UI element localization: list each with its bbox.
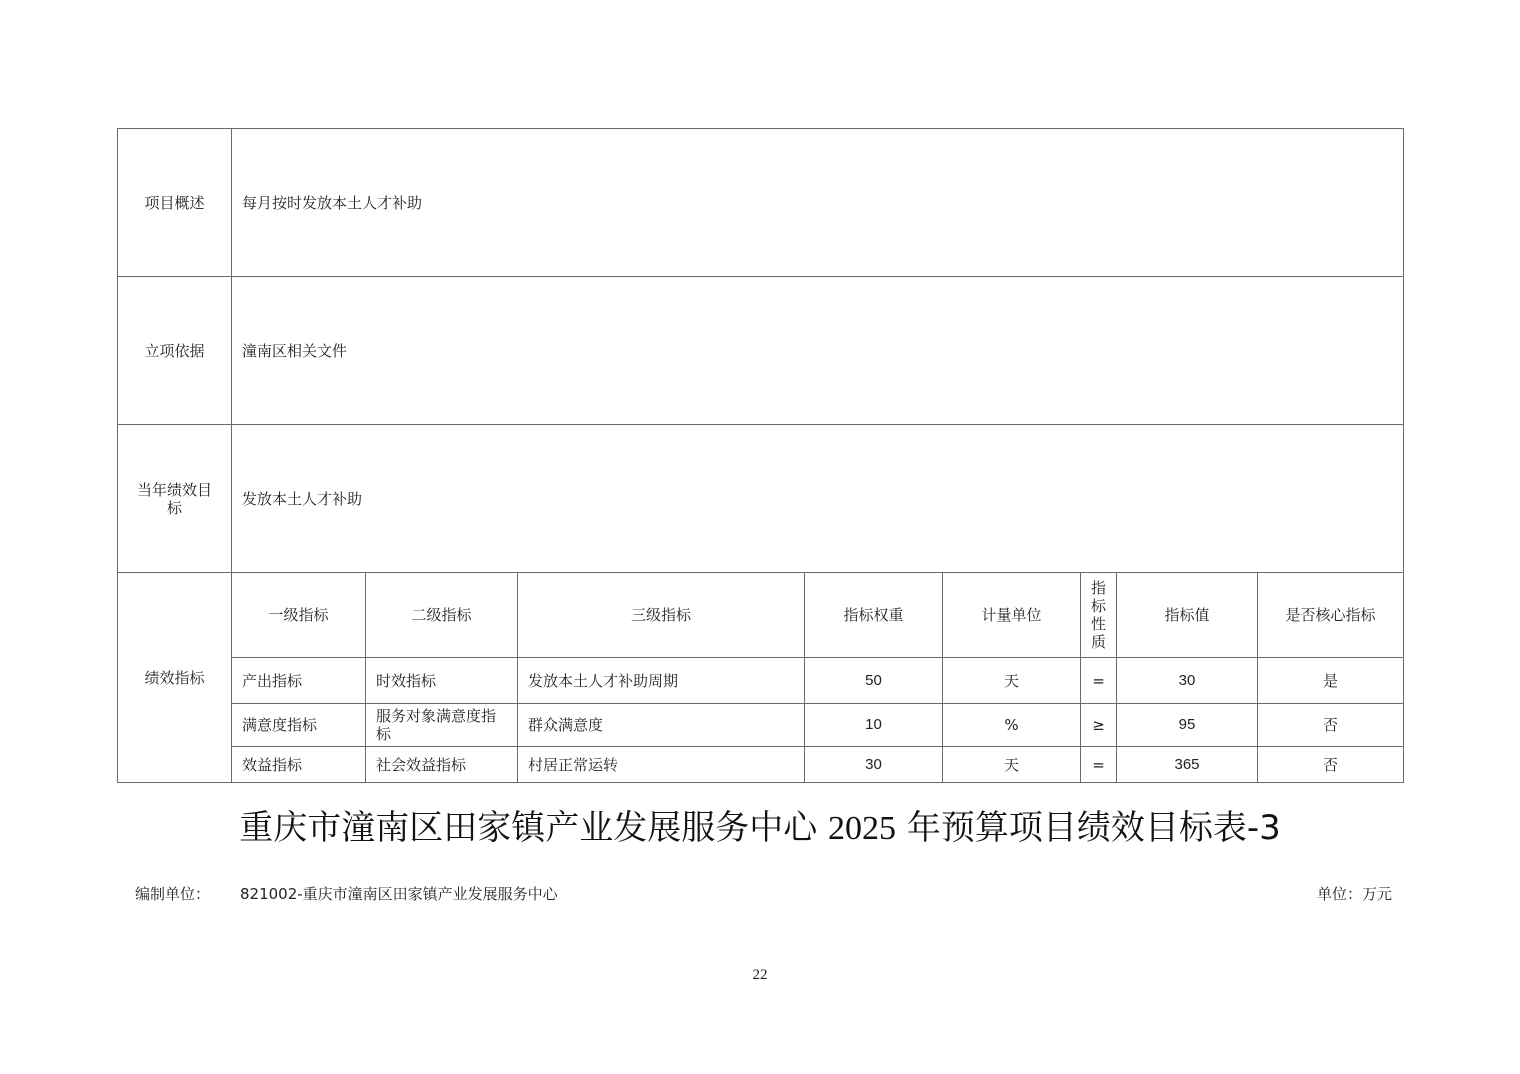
org-value: 821002-重庆市潼南区田家镇产业发展服务中心 (240, 885, 558, 903)
overview-label: 项目概述 (118, 129, 232, 277)
item-level2-line2: 标 (376, 725, 392, 743)
item-core: 否 (1258, 747, 1404, 783)
table-row (118, 658, 1404, 704)
header-level3: 三级指标 (518, 573, 805, 658)
header-nature (1081, 573, 1117, 658)
indicators-label: 绩效指标 (118, 573, 232, 783)
indicator-header-row (118, 573, 1404, 658)
item-nature: ≥ (1081, 704, 1117, 747)
item-core: 是 (1258, 658, 1404, 704)
header-value: 指标值 (1117, 573, 1258, 658)
item-weight: 50 (805, 658, 943, 704)
title-suffix: 年预算项目绩效目标表-3 (896, 808, 1281, 848)
item-level1: 产出指标 (232, 658, 366, 704)
header-unit: 计量单位 (943, 573, 1081, 658)
goal-value: 发放本土人才补助 (232, 425, 1404, 573)
item-unit: % (943, 704, 1081, 747)
header-weight: 指标权重 (805, 573, 943, 658)
item-level2-line1: 服务对象满意度指 (376, 707, 497, 725)
goal-label-line2: 标 (166, 498, 182, 517)
item-nature: = (1081, 747, 1117, 783)
item-unit: 天 (943, 658, 1081, 704)
org-label: 编制单位： (135, 885, 211, 903)
item-level2: 时效指标 (366, 658, 518, 704)
item-core: 否 (1258, 704, 1404, 747)
item-weight: 30 (805, 747, 943, 783)
basis-value: 潼南区相关文件 (232, 277, 1404, 425)
item-unit: 天 (943, 747, 1081, 783)
goal-label (118, 425, 232, 573)
header-nature-char: 性 (1090, 615, 1106, 633)
header-nature-char: 标 (1090, 597, 1106, 615)
item-level1: 满意度指标 (232, 704, 366, 747)
header-level1: 一级指标 (232, 573, 366, 658)
item-level2 (366, 704, 518, 747)
overview-value: 每月按时发放本土人才补助 (232, 129, 1404, 277)
page-number: 22 (752, 967, 768, 983)
goal-row (118, 425, 1404, 573)
header-nature-char: 指 (1090, 579, 1106, 597)
table-row (118, 704, 1404, 747)
goal-label-line1: 当年绩效目 (136, 480, 212, 499)
item-weight: 10 (805, 704, 943, 747)
performance-target-table (117, 128, 1404, 783)
basis-label: 立项依据 (118, 277, 232, 425)
title-year: 2025 (828, 810, 897, 847)
item-level3: 村居正常运转 (518, 747, 805, 783)
page-title (0, 806, 1520, 851)
header-nature-char: 质 (1090, 633, 1106, 651)
basis-row (118, 277, 1404, 425)
item-level3: 群众满意度 (518, 704, 805, 747)
header-core: 是否核心指标 (1258, 573, 1404, 658)
item-nature: = (1081, 658, 1117, 704)
item-level2: 社会效益指标 (366, 747, 518, 783)
overview-row (118, 129, 1404, 277)
item-level3: 发放本土人才补助周期 (518, 658, 805, 704)
item-value: 95 (1117, 704, 1258, 747)
table-row (118, 747, 1404, 783)
item-level1: 效益指标 (232, 747, 366, 783)
header-level2: 二级指标 (366, 573, 518, 658)
item-value: 365 (1117, 747, 1258, 783)
title-prefix: 重庆市潼南区田家镇产业发展服务中心 (239, 808, 829, 848)
item-value: 30 (1117, 658, 1258, 704)
unit-label: 单位：万元 (1316, 885, 1392, 903)
